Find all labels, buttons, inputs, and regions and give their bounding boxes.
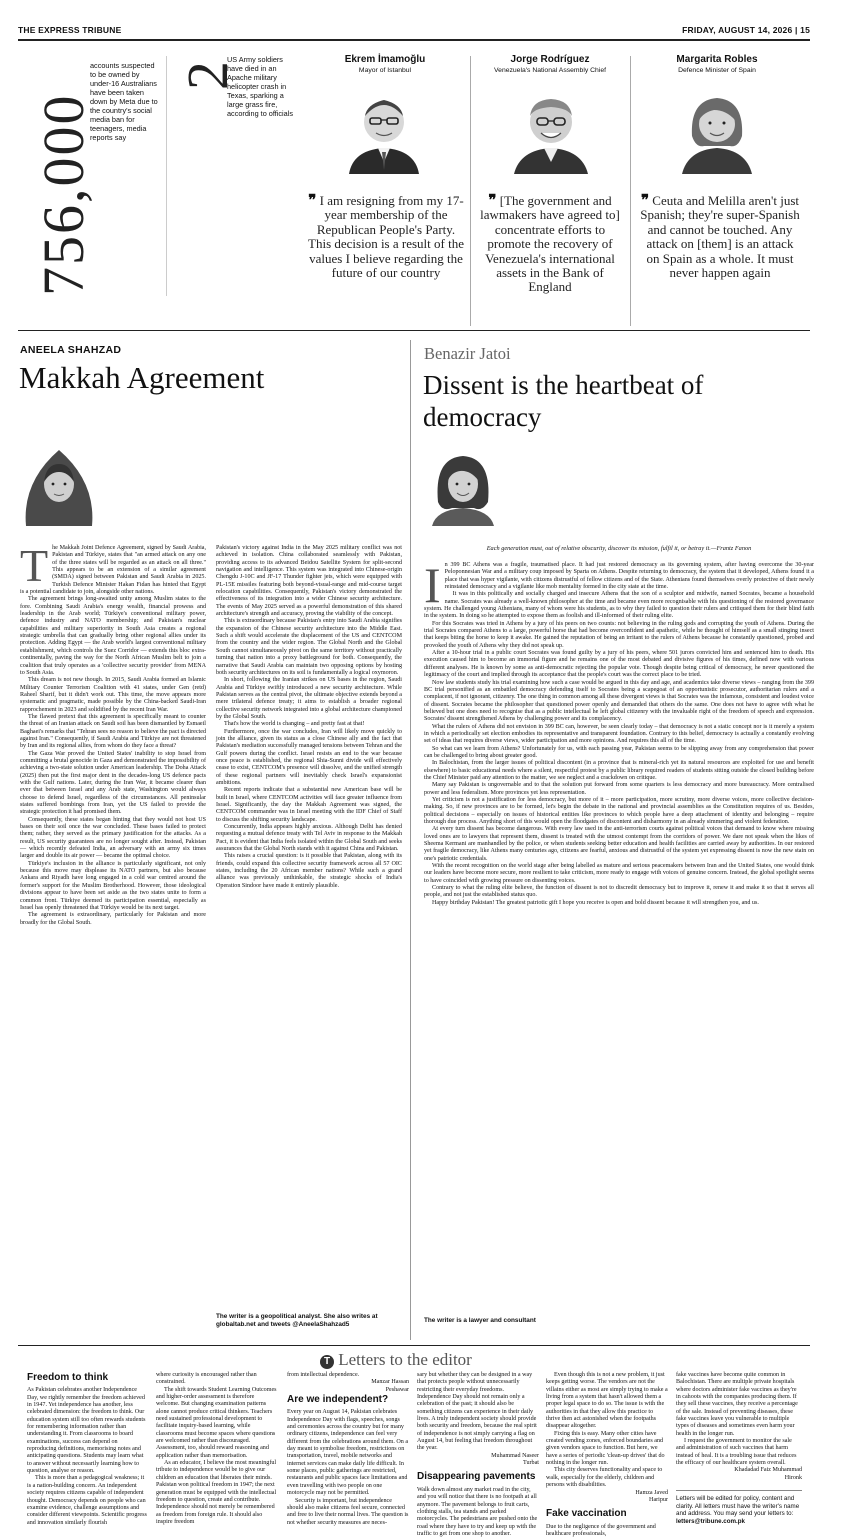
- section-rule: [18, 330, 810, 331]
- article-separator: [410, 340, 411, 1340]
- paragraph: Consequently, these states began hinting that they would not host US bases on their soil once the war concluded. These bases failed to protect them; rather, they served as the primary justification for the attacks. As a result, US security guarantees are no longer sought after. Instead, Pakistan — which recently defeated India, an adversary with an army six times larger and double its air power — became the optimal choice.: [20, 816, 206, 860]
- letters-rule: [18, 1345, 810, 1346]
- signature: Manzar Hassan: [371, 1379, 409, 1386]
- letters-col-5: [546, 1372, 668, 1538]
- quote-role: Mayor of Istanbul: [358, 67, 412, 74]
- letters-email-link[interactable]: letters@tribune.com.pk: [676, 1517, 745, 1525]
- left-footnote: The writer is a geopolitical analyst. She also writes at globaltab.net and tweets @AneelaShahzad5: [216, 1313, 378, 1328]
- paragraph: As Pakistan celebrates another Independence Day, we rightly remember the freedom achieved in 1947. Yet independence has another, less celebrated dimension: the freedom to think. Our education system still too often rewards students for remembering information rather than understanding it. From classrooms to board examinations, success can depend on reproducing definitions, memorising notes and anticipating questions. Students may learn what to answer without necessarily learning how to question, analyse or reason.: [27, 1387, 146, 1475]
- paragraph: For this Socrates was tried in Athens by a jury of his peers on two counts: not believing in the ruling gods and corrupting the youth of Athens. During the trial Socrates compared Athens to a large, powerful horse that had become overconfident and apathetic, while he thought of himself as a small stinging insect that keeps biting the horse to keep it awake. He gained the reputation of being an irritant to the rulers of Athens because he constantly questioned, probed and provoked the youth of Athens why they did not speak up.: [424, 620, 814, 649]
- letters-col-3: [287, 1372, 409, 1527]
- paragraph: where curiosity is encouraged rather than constrained.: [156, 1372, 257, 1386]
- quote-role: Venezuela's National Assembly Chief: [494, 67, 606, 74]
- policy-text: Letters will be edited for policy, content and clarity. All letters must have the writer's name and address. You may send your letters to:: [676, 1495, 800, 1518]
- quote-text-1: [306, 194, 466, 280]
- paragraph: This city deserves functionality and space to walk, especially for the elderly, children and persons with disabilities.: [546, 1467, 663, 1489]
- portrait-benazir-jatoi: [424, 442, 502, 526]
- paragraph: Now law students study his trial examining how such a case would be argued in this day and age, and academics take diverse views – ranging from the 399 BC trial personified as an embattled democracy defending itself to Socrates being a scapegoat of an opportunistic prosecutor, authoritarian rulers and a complacent, if not ignorant, citizenry. The one thing in common among all these divergent views is that Socrates was the infamous, consistent and loudest voice of dissent. Socrates became the philosopher that questioned power openly and demanded that others do the same. One does not have to agree with what he believed but one does need to recognise that as a public intellectual he left global citizenry with the invaluable right of the freedom of speech and expression. Socrates' dissent strengthened Athens by challenging power and its complacency.: [424, 679, 814, 723]
- paragraph: Recent reports indicate that a substantial new American base will be built in Israel, where CENTCOM activities will face greater influence from Israel. Significantly, the day the Makkah Agreement was signed, the CENTCOM commander was in Israel meeting with the IDF Chief of Staff to discuss the shifting security landscape.: [216, 787, 402, 823]
- quote-text-3: [640, 194, 800, 280]
- letter-title: Disappearing pavements: [417, 1471, 536, 1483]
- quote-person-2: [472, 54, 628, 74]
- letters-col-1: [27, 1372, 147, 1527]
- signature-place: Haripur: [649, 1496, 668, 1503]
- signature-place: Hironk: [784, 1474, 802, 1481]
- paragraph: It was in this politically and socially charged and insecure Athens that the son of a sculptor and midwife, named Socrates, became a household name. Socrates was already a well-known philosopher at the time and became even more recognisable with his questioning of the restored governance system. He challenged young Athenians, many of whom were his students, as to why they failed to question their rulers and critiqued them for their blind faith in the system. In doing so he attempted to expose them as foolish and ill-informed of their ruling elite.: [424, 591, 814, 620]
- paragraph: The agreement brings long-awaited unity among Muslim states to the fore. Combining Saudi Arabia's energy wealth, financial prowess and leadership in the Arab world; Türkiye's conventional military power, defence industry and NATO membership; and Pakistan's nuclear capabilities and military superiority in South Asia creates a regional strategic umbrella that can gradually bring other regional allies under its protection. Adding Egypt — the Arab world's largest conventional military establishment, which controls the Suez Corridor — extends this bloc extra-continentally, paving the way for the North African Muslim belt to join a coalition that truly operates as a 'collective security provider' from MENA to South Asia.: [20, 596, 206, 676]
- portrait-imamoglu: [345, 86, 423, 174]
- paragraph: With the recent recognition on the world stage after being labelled as mature and serious peacemakers between Iran and the United States, one would think our leaders have become more secure, more resilient to take criticism, more ready to engage with voices of genuine concern. Instead, the global spotlight seems to have coincided with growing pressure on dissenting voices.: [424, 863, 814, 884]
- epigraph: Each generation must, out of relative obscurity, discover its mission, fulfil it, or betray it.—Frantz Fanon: [486, 545, 752, 552]
- right-footnote: The writer is a lawyer and consultant: [424, 1317, 536, 1324]
- paragraph: Happy birthday Pakistan! The greatest patriotic gift I hope you receive is open and bold dissent because it will strengthen you, and us.: [432, 899, 759, 906]
- stat-text-1: accounts suspected to be owned by under-16 Australians have been taken down by Meta due to the country's social media ban for teenagers, media reports say: [90, 61, 158, 142]
- right-title: Dissent is the heartbeat of democracy: [423, 370, 704, 432]
- letter-title: Fake vaccination: [546, 1508, 627, 1520]
- stat-number-2: 2: [175, 59, 240, 90]
- paragraph: Pakistan's victory against India in the May 2025 military conflict was not achieved in isolation. China collaborated seamlessly with Pakistan, providing access to its advanced Beidou Satellite System for split-second navigation and intelligence. This system was integrated into Chinese-origin Chengdu J-10C and JF-17 Thunder fighter jets, which were equipped with PL-15E missiles featuring both beyond-visual-range and mid-course target relocation capabilities. Consequently, Pakistan's victory demonstrated the effectiveness of its integration into a wider Chinese security architecture. The events of May 2025 served as a powerful demonstration of this shared architecture's strength and accuracy, proving the viability of the concept.: [216, 545, 402, 618]
- signature: Hamza Javed: [635, 1489, 668, 1496]
- letter-title: Freedom to think: [27, 1372, 109, 1383]
- paragraph: This is more than a pedagogical weakness; it is a nation-building concern. An independent society requires citizens capable of independent thought. Democracy depends on people who can examine evidence, challenge assumptions and consider different viewpoints. Scientific progress and innovation similarly flourish: [27, 1475, 147, 1526]
- signature-place: Peshawar: [385, 1386, 409, 1393]
- signature: Khadadad Faiz Muhammad: [734, 1467, 802, 1474]
- paragraph: Concurrently, India appears highly anxious. Although Delhi has denied requesting a mutual defence treaty with Tel Aviv in response to the Makkah Pact, it is evident that India feels isolated within the Global South and seeks assurances that the Global North stands with it against China and Pakistan.: [216, 824, 402, 853]
- paragraph: In Balochistan, from the larger issues of political discontent (in a province that is mineral-rich yet its natural resources are exploited for use and benefit elsewhere) to basic educational needs where a silent, respectful protest by a public library required readers of students sitting outside the closed building before the Chief Minister paid any attention to the matter, we see neglect and a crackdown on critique.: [424, 760, 814, 781]
- paragraph: The flawed pretext that this agreement is specifically meant to counter the threat of an Iranian attack on Saudi soil has been dismantled by Esmaeil Baghaei's remarks that "Tehran sees no reason to believe the pact is directed against Iran." Consequently, if Saudi Arabia and Türkiye are not threatened by Iran and its regional allies, from whom do they face a threat?: [20, 713, 206, 750]
- quote-separator-1: [470, 56, 471, 326]
- quote-body: Ceuta and Melilla aren't just Spanish; they're super-Spanish and cannot be touched. Any attack on [them] is an attack on Spain as a whole. It must never happen again: [640, 193, 800, 281]
- quote-person-3: [634, 54, 800, 74]
- page-sep: |: [794, 25, 798, 35]
- paragraph: The Gaza War proved the United States' inability to stop Israel from committing a brutal genocide in Gaza and demonstrated the impossibility of achieving a two-state solution under American leadership. The Doha Attack (2025) then put the first major dent in the decades-long US defence pacts with the Gulf nations. Later, during the Iran War, it became clearer than ever that between Israel and any Arab state, Washington would always choose to defend Israel, regardless of the circumstances. All peninsular states suffered bombings from Iran, yet the US failed to provide the strategic protection it had promised them.: [20, 750, 206, 816]
- paragraph: Due to the negligence of the government and healthcare professionals,: [546, 1523, 656, 1537]
- paragraph: Fixing this is easy. Many other cities have created vending zones, enforced boundaries and given vendors space to function. But here, we have a series of periodic 'clean-up drives' that do nothing in the longer run.: [546, 1430, 665, 1467]
- paragraph: n 399 BC Athens was a fragile, traumatised place. It had just restored democracy as its governing system, after having overcome the 30-year Peloponnesian War and a military coup imposed by Sparta on Athens. Despite returning to democracy, the system that it developed, Athens found it a place that was hyper vigilante, with citizens distrustful of fellow citizens and of the State. Athenians found themselves overly protective of their newly reinstated democracy and a vigilante like mob mentality formed in the city state at the time.: [444, 562, 814, 591]
- quote-body: [The government and lawmakers have agreed to] concentrate efforts to promote the recovery of Venezuela's international assets in the Bank of England: [480, 193, 620, 295]
- signature-place: Turbat: [522, 1460, 539, 1467]
- quote-mark-icon: ❞: [488, 193, 497, 209]
- paragraph: Security is important, but independence should also make citizens feel secure, connected and free to live their normal lives. The question is not whether security measures are neces-: [287, 1497, 409, 1526]
- quote-body: I am resigning from my 17-year membership of the Republican People's Party. This decision is a result of the values I believe regarding the future of our country: [308, 193, 464, 281]
- paragraph: The agreement is extraordinary, particularly for Pakistan and more broadly for the Global South.: [20, 912, 206, 926]
- quote-mark-icon: ❞: [308, 193, 317, 209]
- stat-number-1: 756,000: [31, 93, 96, 296]
- left-col-1: [20, 540, 206, 927]
- quote-separator-2: [630, 56, 631, 326]
- paragraph: The shift towards Student Learning Outcomes and higher-order assessment is therefore welcome. But changing examination patterns alone cannot produce critical thinkers. Teachers need sustained professional development to facilitate inquiry-based learning, while classrooms must become spaces where questions are welcomed rather than discouraged. Assessment, too, should reward reasoning and application rather than memorisation.: [156, 1386, 277, 1459]
- quote-person-1: [306, 54, 464, 74]
- paragraph: Yet criticism is not a justification for less democracy, but more of it – more participation, more scrutiny, more diverse voices, more collective decision-making. So, if new provinces are to be formed, let's begin the debate in the national and provincial assemblies as the Constitution requires of us. Besides, political decisions – especially on issues of historical entities like provinces to which people have a deep attachment of identity and belonging – require thorough due process. Anything short of this would open the floodgates of discontent and disharmony in an already simmering and violent federation.: [424, 797, 814, 826]
- issue-date: [682, 25, 810, 35]
- quote-text-2: [474, 194, 626, 295]
- right-author: Benazir Jatoi: [424, 344, 511, 363]
- paragraph: sary but whether they can be designed in a way that protects people without unnecessarily restricting their everyday freedoms. Independence Day should not remain only a celebration of the past; it should also be something citizens can experience in their daily lives. A truly independent society should provide both security and freedom, because the real spirit of independence is not simply carrying a flag on August 14, but feeling that freedom throughout the year.: [417, 1372, 537, 1452]
- letters-col-4: [417, 1372, 539, 1538]
- paragraph: This raises a crucial question: is it possible that Pakistan, along with its friends, could expand this collective security framework across all 57 OIC states, including the 20 African member nations? While such a grand alliance was previously unthinkable, the strategic shocks of India's Operation Sindoor have made it entirely plausible.: [216, 853, 402, 889]
- letters-heading-text: Letters to the editor: [338, 1350, 472, 1369]
- letters-heading: [320, 1350, 472, 1370]
- portrait-aneela-shahzad: [20, 442, 98, 526]
- stat-separator: [166, 56, 167, 296]
- paragraph: Furthermore, once the war concludes, Iran will likely move quickly to join the alliance, given its status as a close Chinese ally and the fact that Pakistan's mediation successfully managed tensions between Tehran and the Gulf powers during the conflict. Israel resists an end to the war because once peace is established, the regional Shia-Sunni divide will effectively cease to exist, CENTCOM's presence will dissolve, and the unified strength of these regional partners will inevitably check Israel's expansionist ambitions.: [216, 728, 402, 786]
- paragraph: In short, following the Iranian strikes on US bases in the region, Saudi Arabia and Türkiye swiftly introduced a new security architecture. While Pakistan serves as the central pivot, the ultimate objective extends beyond a mere trilateral defence treaty; it aims to establish a broader regional collective security network integrated into a global architecture championed by the Global South.: [216, 677, 402, 720]
- letter-title: Are we independent?: [287, 1394, 389, 1406]
- paper-name: THE EXPRESS TRIBUNE: [18, 25, 122, 35]
- paragraph: What the rulers of Athens did not envision in 399 BC can, however, be seen clearly today – that democracy is not a static concept nor is it merely a system in which a periodically set election embodies its representative and transparent foundation. Contrary to this belief, democracy is actually a constantly evolving set of ideas that requires diverse views, wider participation and more opinions. And requires this all of the time.: [424, 723, 814, 745]
- paragraph: fake vaccines have become quite common in Balochistan. There are multiple private hospitals where doctors administer fake vaccines as they're in cahoots with the companies producing them. If they sell these vaccines, they receive a percentage of the sale. Instead of preventing diseases, these fake vaccines leave you vulnerable to multiple types of diseases and sometimes even harm your health in the longer run.: [676, 1372, 798, 1437]
- right-body: [424, 557, 814, 907]
- letters-policy-box: [676, 1490, 802, 1525]
- date-text: FRIDAY, AUGUST 14, 2026: [682, 25, 793, 35]
- paragraph: Even though this is not a new problem, it just keeps getting worse. The vendors are not the villains either as most are simply trying to make a living from a system that hasn't allowed them a proper legal space to do so. The issue is with the authorities in that they allow this practice to thrive then act astonished when the footpaths disappear altogether.: [546, 1372, 668, 1430]
- quote-name: Jorge Rodríguez: [510, 54, 590, 65]
- paragraph: At every turn dissent has become dangerous. With every law used in the anti-terrorism courts against political voices that demand to know where missing loved ones are to lawyers that represent them, dissent is treated with the utmost contempt from the corridors of power. We dare not speak when the likes of Sheema Kermani are manhandled by the police, or when students seeking better education and health facilities are carried away by authorities. In our restored yet fragile democracy, like Athens many centuries ago, citizens are fearful, anxious and distrustful of the system yet expressing dissent is now the new stain on one's patriotic credentials.: [424, 826, 814, 862]
- dropcap: T: [20, 540, 49, 591]
- tribune-t-icon: T: [320, 1355, 334, 1369]
- paragraph: This dream is not new though. In 2015, Saudi Arabia formed an Islamic Military Counter Terrorism Coalition with 41 states, under Gen (retd) Raheel Sharif, but it didn't work out. This time, the move appears more systematic and pragmatic, made possible by the China-backed Saudi-Iran rapprochement in 2023 and solidified by the recent Iran War.: [20, 677, 206, 713]
- portrait-robles: [678, 86, 756, 174]
- paragraph: Contrary to what the ruling elite believe, the function of dissent is not to discredit democracy but to improve it, renew it and make it so that it serves all people, and not just the established status quo.: [424, 885, 814, 899]
- letters-col-6: [676, 1372, 802, 1526]
- paragraph: from intellectual dependence.: [287, 1372, 360, 1378]
- signature: Muhammad Naseer: [491, 1452, 539, 1459]
- left-author: ANEELA SHAHZAD: [20, 344, 122, 356]
- left-title: Makkah Agreement: [19, 360, 265, 395]
- left-col-2: [216, 545, 402, 890]
- quote-name: Margarita Robles: [676, 54, 758, 65]
- paragraph: Türkiye's inclusion in the alliance is particularly significant, not only because this move may displease its NATO partners, but also because Ankara and Riyadh have long engaged in a cold war centred around the former's support for the Muslim Brotherhood. However, those ideological divisions appear to have been set aside as the two states unite to form a common front. Türkiye deemed its participation essential, especially as Israel has openly threatened that Türkiye would be its next target.: [20, 860, 206, 911]
- paragraph: After a 10-hour trial in a public court Socrates was found guilty by a jury of his peers, where 501 jurors convicted him and sentenced him to death. His execution caused him to become an immortal figure and he remains one of the most debated and divisive figures of his times, defined now with various different analyses. He is known by some as anti-democratic rejecting the popular vote. Though despite being critical of democracy, he never questioned the legitimacy of the court and implied through its acceptance that the people's court was the correct place to be tried.: [424, 650, 814, 679]
- paragraph: Walk down almost any market road in the city, and you will notice that there is no footpath at all anymore. The pavement belongs to fruit carts, clothing stalls, tea stands and parked motorcycles. The pedestrians are pushed onto the road where they have to try and keep up with the traffic to get from one shop to another.: [417, 1486, 538, 1537]
- stat-text-2: US Army soldiers have died in an Apache military helicopter crash in Texas, sparking a large grass fire, according to officials: [227, 55, 293, 118]
- paragraph: Every year on August 14, Pakistan celebrates Independence Day with flags, speeches, songs and ceremonies across the country but for many ordinary citizens, independence can feel very different from the celebrations around them. On a day meant to symbolise freedom, restrictions on transportation, travel, mobile networks and internet services can make daily life difficult. In some places, public gatherings are restricted, restaurants and public spaces face limitations and even travelling with two people on one motorcycle may not be permitted.: [287, 1409, 409, 1497]
- paragraph: Many say Pakistan is ungovernable and to that the solution put forward from some quarters is less democracy and more bureaucracy. More centralised power and less federalism. More provinces yet less representation.: [424, 782, 814, 796]
- paragraph: As an educator, I believe the most meaningful tribute to independence would be to give our children an education that liberates their minds. Pakistan won political freedom in 1947; the next generation must be equipped with the intellectual freedom to question, create and contribute. Independence should not merely be remembered as freedom from foreign rule. It should also inspire freedom: [156, 1460, 277, 1525]
- paragraph: That's how the world is changing – and pretty fast at that!: [224, 721, 365, 728]
- paragraph: This is extraordinary because Pakistan's entry into Saudi Arabia signifies the expansion of the Chinese security architecture into the Middle East. Such a shift would accelerate the displacement of the US and CENTCOM from the country and the wider region. The Global North and the Global South cannot simultaneously pivot on the same territory without practically turning that nation into a proxy battleground for both. Consequently, the narrative that Saudi Arabia can maintain two opposing options by hosting both security architectures on its soil is fundamentally a logical oxymoron.: [216, 618, 402, 676]
- masthead-rule: [18, 39, 810, 41]
- page-number: 15: [800, 25, 810, 35]
- paragraph: he Makkah Joint Defence Agreement, signed by Saudi Arabia, Pakistan and Türkiye, states that "an armed attack on any one of the three states will be regarded as an attack on all three." This appears to be an extension of a similar agreement (SMDA) signed between Pakistan and Saudi Arabia in 2025. Turkish Defence Minister Hakan Fidan has hinted that Egypt is a potential candidate to join, alongside other nations.: [20, 545, 206, 596]
- quote-role: Defence Minister of Spain: [678, 67, 756, 74]
- paragraph: I request the government to monitor the sale and administration of such vaccines that harm instead of heal. It is a troubling issue that reduces the efficacy of our healthcare system overall.: [676, 1438, 797, 1467]
- quote-name: Ekrem İmamoğlu: [344, 54, 426, 65]
- portrait-rodriguez: [512, 86, 590, 174]
- dropcap: I: [424, 557, 441, 613]
- paragraph: So what can we learn from Athens? Unfortunately for us, with each passing year, Pakistan seems to be slipping away from any comprehension that power can be challenged to bring about greater good.: [424, 745, 814, 759]
- quote-mark-icon: ❞: [640, 193, 650, 209]
- letters-col-2: [156, 1372, 278, 1526]
